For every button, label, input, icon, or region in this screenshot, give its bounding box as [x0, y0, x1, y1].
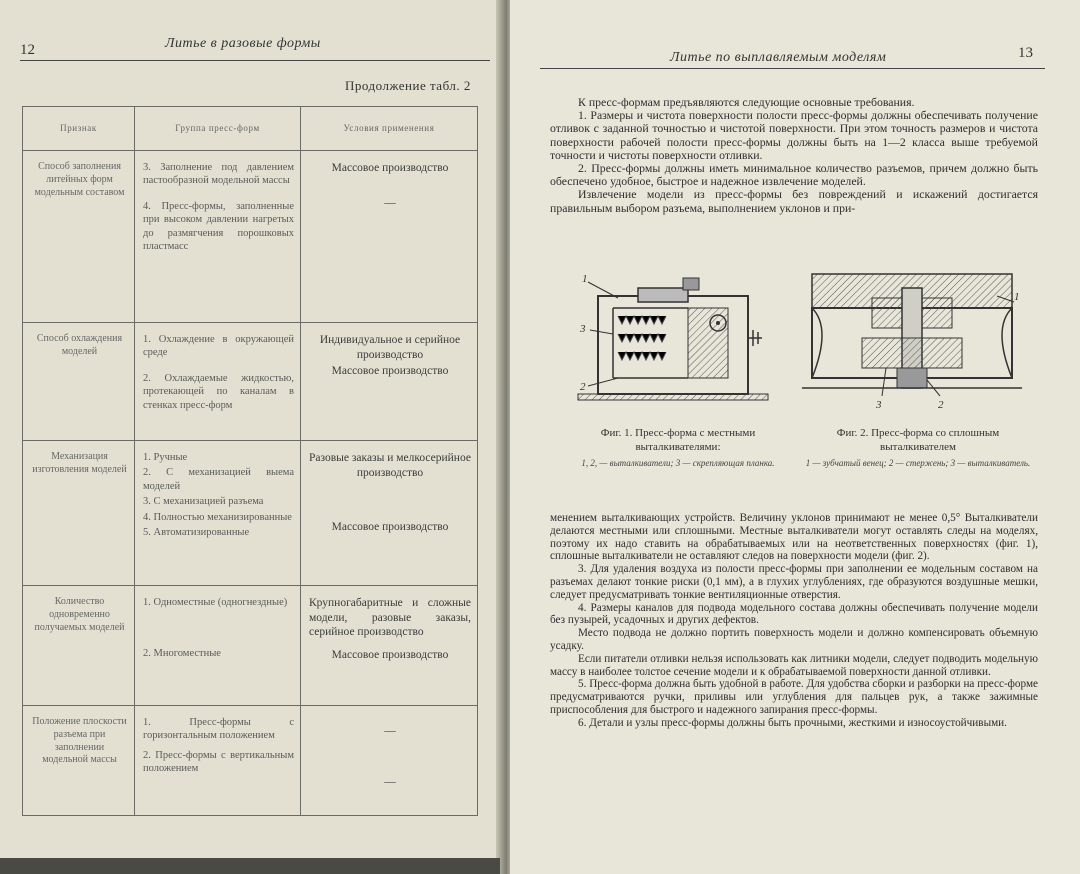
- condition-item: Массовое производство: [331, 521, 449, 534]
- row-feature: Механизация изготовления моделей: [23, 441, 135, 586]
- row-feature: Способ охлаждения моделей: [23, 323, 135, 441]
- right-header-rule: [540, 68, 1045, 69]
- group-item: 2. Пресс-формы с вертикальным положением: [143, 749, 294, 775]
- row-groups: [135, 586, 301, 706]
- figure-2-caption: Фиг. 2. Пресс-форма со сплошным выталкивателем: [836, 427, 1000, 454]
- group-item: 1. Ручные: [143, 452, 188, 463]
- condition-item: —: [384, 196, 396, 209]
- paragraph: 4. Размеры каналов для подвода модельного состава должны обеспечивать получение модели без пузырей, усадочных и других дефектов.: [550, 601, 1038, 627]
- row-feature: Способ заполнения литейных форм модельным составом: [23, 151, 135, 323]
- right-page: [510, 0, 1080, 874]
- fig1-label: 1: [582, 273, 588, 285]
- left-page-number: 12: [20, 42, 35, 58]
- condition-item: Массовое производство: [331, 365, 449, 378]
- group-item: 4. Пресс-формы, заполненные при высоком давлении нагретых до размягчения порошковых пластмасс: [143, 200, 294, 253]
- col-header-group: Группа пресс-форм: [135, 107, 301, 151]
- table-row: [23, 441, 478, 586]
- paragraph: Место подвода не должно портить поверхность модели и должно компенсировать объемную усадку.: [550, 627, 1038, 652]
- group-item: 4. Полностью механизированные: [143, 511, 292, 523]
- group-item: 3. С механизацией разъема: [143, 496, 264, 508]
- paragraph: К пресс-формам предъявляются следующие основные требования.: [578, 95, 915, 109]
- row-feature: Положение плоскости разъема при заполнении модельной массы: [23, 706, 135, 816]
- condition-item: Индивидуальное и серийное производство: [319, 334, 461, 361]
- group-item: 2. Охлаждаемые жидкостью, протекающей по каналам в стенках пресс-форм: [143, 372, 294, 411]
- paragraph: 6. Детали и узлы пресс-формы должны быть прочными, жесткими и износоустойчивыми.: [578, 716, 1007, 729]
- bottom-text-block: [550, 512, 1038, 730]
- condition-item: Массовое производство: [331, 162, 449, 174]
- table-continuation-label: Продолжение табл. 2: [345, 78, 471, 93]
- paragraph: 5. Пресс-форма должна быть удобной в работе. Для удобства сборки и разборки на пресс-форме предусматриваются ручки, приливы или углубления для пальцев рук, а также зажимные приспособления для быстрого и надежного запирания пресс-формы.: [550, 678, 1038, 716]
- group-item: 5. Автоматизированные: [143, 527, 250, 539]
- right-running-head: Литье по выплавляемым моделям: [670, 50, 887, 65]
- paragraph: Извлечение модели из пресс-формы без повреждений и искажений достигается правильным выбором разъема, выполнением уклонов и при-: [550, 187, 1038, 215]
- row-groups: [135, 706, 301, 816]
- row-conditions: [301, 323, 478, 441]
- figure-2-drawing: [802, 268, 1022, 420]
- left-running-head: Литье в разовые формы: [165, 36, 321, 51]
- table-row: [23, 323, 478, 441]
- figure-1-drawing: [568, 268, 778, 418]
- table-row: [23, 706, 478, 816]
- condition-item: —: [384, 775, 396, 788]
- table-header-row: [23, 107, 478, 151]
- right-page-number: 13: [1018, 45, 1033, 61]
- table-row: [23, 586, 478, 706]
- row-feature: Количество одновременно получаемых моделей: [23, 586, 135, 706]
- condition-item: Разовые заказы и мелкосерийное производство: [309, 452, 471, 479]
- left-header-rule: [20, 60, 490, 61]
- condition-item: Крупногабаритные и сложные модели, разовые заказы, серийное производство: [309, 597, 471, 639]
- fig1-label: 2: [580, 381, 586, 393]
- fig2-label: 3: [876, 399, 882, 411]
- paragraph: 2. Пресс-формы должны иметь минимальное количество разъемов, причем должно быть обеспечено удобное, быстрое и надежное извлечение моделей.: [550, 161, 1038, 189]
- row-conditions: [301, 586, 478, 706]
- col-header-feature: Признак: [23, 107, 135, 151]
- background-surface: [0, 858, 500, 874]
- group-item: 2. Многоместные: [143, 648, 221, 660]
- group-item: 1. Пресс-формы с горизонтальным положением: [143, 717, 294, 742]
- col-header-conditions: Условия применения: [301, 107, 478, 151]
- row-groups: [135, 441, 301, 586]
- condition-item: Массовое производство: [331, 649, 449, 662]
- press-form-table: [22, 106, 478, 816]
- table-row: [23, 151, 478, 323]
- figure-2-legend: 1 — зубчатый венец; 2 — стержень; 3 — выталкиватель.: [805, 458, 1031, 468]
- fig1-label: 3: [580, 323, 586, 335]
- figure-1-legend: 1, 2, — выталкиватели; 3 — скрепляющая планка.: [581, 458, 775, 468]
- row-groups: [135, 151, 301, 323]
- top-text-block: [550, 96, 1038, 215]
- paragraph: 1. Размеры и чистота поверхности полости пресс-формы должны обеспечивать получение отливок с заданной точностью и чистотой поверхности. При этом точность размеров и чистота поверхности рабочей полости пресс-формы должны быть на 1—2 класса выше требуемой точности и чистоты поверхности отливки.: [550, 108, 1038, 162]
- row-groups: [135, 323, 301, 441]
- left-page: [0, 0, 500, 862]
- fig2-label: 2: [938, 399, 944, 411]
- paragraph: 3. Для удаления воздуха из полости пресс-формы при заполнении ее модельным составом на разъемах делают тонкие риски (0,1 мм), а в глухих углублениях, где образуются воздушные мешки, следует предусматривать тонкие вентиляционные отверстия.: [550, 563, 1038, 601]
- fig2-label: 1: [1014, 291, 1020, 303]
- group-item: 2. С механизацией выема моделей: [143, 467, 294, 492]
- figure-1-caption: Фиг. 1. Пресс-форма с местными выталкивателями:: [600, 427, 756, 454]
- row-conditions: [301, 706, 478, 816]
- group-item: 3. Заполнение под давлением пастообразной модельной массы: [143, 162, 294, 187]
- row-conditions: [301, 441, 478, 586]
- row-conditions: [301, 151, 478, 323]
- paragraph: Если питатели отливки нельзя использовать как литники модели, следует подводить модельную массу в наиболее толстое сечение модели и к обрабатываемой поверхности данной отливки.: [550, 652, 1038, 678]
- group-item: 1. Охлаждение в окружающей среде: [143, 334, 294, 359]
- condition-item: —: [384, 725, 396, 737]
- paragraph: менением выталкивающих устройств. Величину уклонов принимают не менее 0,5° Выталкиватели делаются местными или сплошными. Местные выталкиватели могут оставлять следы на моделях, поэтому их надо ставить на обрабатываемых или на неответственных поверхностях (фиг. 1), сплошные выталкиватели не оставляют следов на поверхности модели (фиг. 2).: [550, 512, 1038, 563]
- group-item: 1. Одноместные (одногнездные): [143, 597, 288, 608]
